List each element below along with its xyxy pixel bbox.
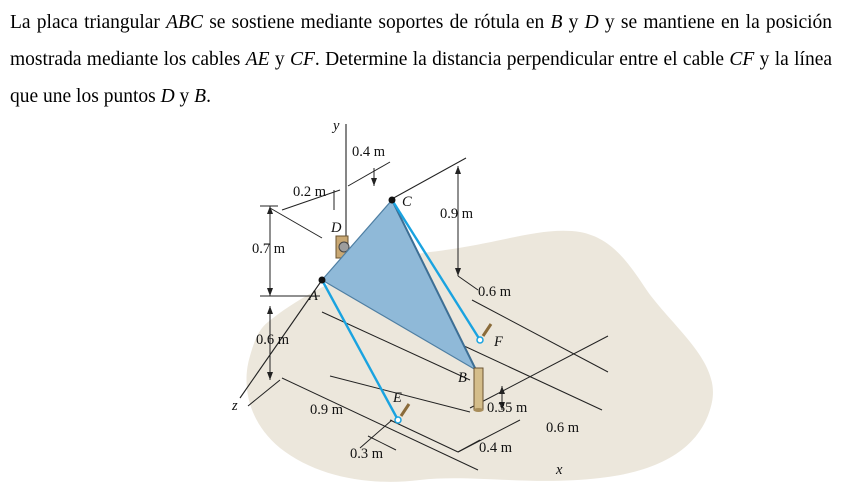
dim-label-03: 0.3 m: [350, 446, 384, 462]
joint-c: [389, 197, 396, 204]
point-label-c: C: [402, 194, 412, 210]
dim-label-04-top: 0.4 m: [352, 144, 386, 160]
dim-label-06-right: 0.6 m: [478, 284, 512, 300]
dim-label-035: 0.35 m: [487, 400, 528, 416]
support-b-post: [474, 368, 484, 412]
axis-label-x: x: [556, 462, 563, 478]
dim-label-09-right: 0.9 m: [440, 206, 474, 222]
dim-label-06-left: 0.6 m: [256, 332, 290, 348]
dim-label-04-bottom: 0.4 m: [479, 440, 513, 456]
point-label-b: B: [458, 370, 467, 386]
dim-label-02: 0.2 m: [293, 184, 327, 200]
problem-text: La placa triangular ABC se sostiene mediante soportes de rótula en B y D y se mantiene en la posición mostrada mediante los cables AE y CF. Determine la distancia perpendicular entre el cable CF y la línea que une los puntos D y B.: [10, 12, 833, 107]
joint-a: [319, 277, 326, 284]
point-label-a: A: [309, 288, 318, 304]
dim-label-06-x: 0.6 m: [546, 420, 580, 436]
dim-label-09-bottom: 0.9 m: [310, 402, 344, 418]
axis-label-z: z: [232, 398, 238, 414]
point-label-e: E: [393, 390, 402, 406]
axis-label-y: y: [333, 118, 340, 134]
point-label-d: D: [331, 220, 342, 236]
point-label-f: F: [494, 334, 503, 350]
dim-label-07: 0.7 m: [252, 241, 286, 257]
